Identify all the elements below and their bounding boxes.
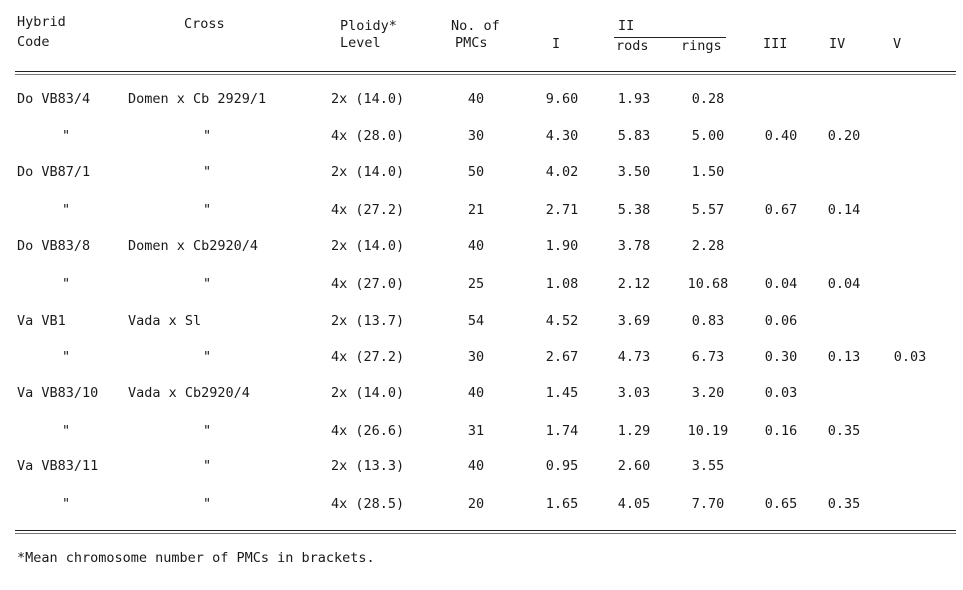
cell-code: " xyxy=(62,349,71,365)
cell-i: 9.60 xyxy=(545,91,579,107)
cell-rings: 2.28 xyxy=(691,238,725,254)
cell-cross: " xyxy=(203,496,212,512)
cell-iv: 0.20 xyxy=(827,128,861,144)
cell-rods: 1.93 xyxy=(617,91,651,107)
cell-cross: " xyxy=(203,164,212,180)
cell-rods: 5.83 xyxy=(617,128,651,144)
cell-iii: 0.65 xyxy=(764,496,798,512)
cell-ploidy: 2x (14.0) xyxy=(331,164,405,180)
cell-i: 1.74 xyxy=(545,423,579,439)
cell-ploidy: 4x (27.2) xyxy=(331,202,405,218)
header-col-i: I xyxy=(552,36,561,52)
header-col-ii-rods: rods xyxy=(616,38,649,54)
cell-pmcs: 21 xyxy=(467,202,485,218)
cell-iv: 0.35 xyxy=(827,423,861,439)
cell-rods: 4.73 xyxy=(617,349,651,365)
cell-iv: 0.04 xyxy=(827,276,861,292)
cell-rings: 10.19 xyxy=(687,423,729,439)
cell-i: 2.71 xyxy=(545,202,579,218)
cell-cross: Vada x Cb2920/4 xyxy=(128,385,250,401)
cell-iv: 0.14 xyxy=(827,202,861,218)
cell-pmcs: 40 xyxy=(467,238,485,254)
cell-rings: 6.73 xyxy=(691,349,725,365)
cell-ploidy: 4x (26.6) xyxy=(331,423,405,439)
cell-code: Do VB87/1 xyxy=(17,164,91,180)
header-col-ii-rings: rings xyxy=(681,38,722,54)
cell-iv: 0.35 xyxy=(827,496,861,512)
cell-code: Do VB83/8 xyxy=(17,238,91,254)
cell-ploidy: 2x (14.0) xyxy=(331,91,405,107)
header-col-v: V xyxy=(893,36,902,52)
header-col-iv: IV xyxy=(829,36,846,52)
cell-rings: 1.50 xyxy=(691,164,725,180)
header-hybrid-code-line2: Code xyxy=(17,34,50,50)
cell-i: 4.02 xyxy=(545,164,579,180)
cell-iii: 0.40 xyxy=(764,128,798,144)
cell-i: 0.95 xyxy=(545,458,579,474)
cell-ploidy: 2x (13.3) xyxy=(331,458,405,474)
cell-pmcs: 30 xyxy=(467,349,485,365)
cell-code: Va VB83/11 xyxy=(17,458,99,474)
cell-rings: 10.68 xyxy=(687,276,729,292)
cell-pmcs: 20 xyxy=(467,496,485,512)
cell-cross: " xyxy=(203,202,212,218)
cell-i: 4.52 xyxy=(545,313,579,329)
footnote: *Mean chromosome number of PMCs in brackets. xyxy=(17,550,375,566)
cell-rods: 3.03 xyxy=(617,385,651,401)
cell-ploidy: 4x (27.2) xyxy=(331,349,405,365)
cell-code: Do VB83/4 xyxy=(17,91,91,107)
cell-cross: " xyxy=(203,128,212,144)
cell-iii: 0.30 xyxy=(764,349,798,365)
header-rule-shadow xyxy=(15,74,956,75)
cell-ploidy: 2x (14.0) xyxy=(331,238,405,254)
cell-rods: 2.12 xyxy=(617,276,651,292)
cell-i: 1.65 xyxy=(545,496,579,512)
cell-i: 4.30 xyxy=(545,128,579,144)
cell-rods: 1.29 xyxy=(617,423,651,439)
cell-ploidy: 2x (13.7) xyxy=(331,313,405,329)
cell-code: Va VB83/10 xyxy=(17,385,99,401)
cell-iii: 0.03 xyxy=(764,385,798,401)
header-cross: Cross xyxy=(184,16,225,32)
cell-i: 1.45 xyxy=(545,385,579,401)
cell-rings: 0.28 xyxy=(691,91,725,107)
cell-cross: Vada x Sl xyxy=(128,313,202,329)
cell-cross: " xyxy=(203,423,212,439)
cell-pmcs: 31 xyxy=(467,423,485,439)
cell-iv: 0.13 xyxy=(827,349,861,365)
cell-rods: 4.05 xyxy=(617,496,651,512)
cell-rods: 3.69 xyxy=(617,313,651,329)
cell-code: " xyxy=(62,496,71,512)
cell-iii: 0.06 xyxy=(764,313,798,329)
cell-rods: 3.78 xyxy=(617,238,651,254)
cell-iii: 0.67 xyxy=(764,202,798,218)
header-ploidy-line2: Level xyxy=(340,35,381,51)
cell-rods: 3.50 xyxy=(617,164,651,180)
bottom-rule-shadow xyxy=(15,533,956,534)
cell-cross: Domen x Cb2920/4 xyxy=(128,238,259,254)
cell-rings: 5.00 xyxy=(691,128,725,144)
cell-pmcs: 54 xyxy=(467,313,485,329)
cell-code: " xyxy=(62,276,71,292)
cell-iii: 0.16 xyxy=(764,423,798,439)
cell-i: 1.08 xyxy=(545,276,579,292)
header-pmcs-line2: PMCs xyxy=(455,35,488,51)
cell-code: " xyxy=(62,128,71,144)
header-rule xyxy=(15,71,956,72)
cell-rings: 7.70 xyxy=(691,496,725,512)
cell-code: " xyxy=(62,423,71,439)
cell-rings: 0.83 xyxy=(691,313,725,329)
cell-cross: " xyxy=(203,458,212,474)
cell-code: Va VB1 xyxy=(17,313,66,329)
cell-i: 1.90 xyxy=(545,238,579,254)
cell-code: " xyxy=(62,202,71,218)
cell-pmcs: 40 xyxy=(467,385,485,401)
cell-rods: 2.60 xyxy=(617,458,651,474)
cell-rings: 3.20 xyxy=(691,385,725,401)
header-col-iii: III xyxy=(763,36,788,52)
bottom-rule xyxy=(15,530,956,531)
cell-ploidy: 2x (14.0) xyxy=(331,385,405,401)
cell-pmcs: 40 xyxy=(467,458,485,474)
cell-pmcs: 40 xyxy=(467,91,485,107)
cell-ploidy: 4x (27.0) xyxy=(331,276,405,292)
cell-cross: Domen x Cb 2929/1 xyxy=(128,91,267,107)
cell-v: 0.03 xyxy=(893,349,927,365)
header-pmcs-line1: No. of xyxy=(451,18,500,34)
cell-cross: " xyxy=(203,349,212,365)
cell-ploidy: 4x (28.0) xyxy=(331,128,405,144)
cell-pmcs: 25 xyxy=(467,276,485,292)
cell-rings: 3.55 xyxy=(691,458,725,474)
cell-pmcs: 30 xyxy=(467,128,485,144)
cell-ploidy: 4x (28.5) xyxy=(331,496,405,512)
cell-i: 2.67 xyxy=(545,349,579,365)
header-col-ii: II xyxy=(618,18,635,34)
cell-rods: 5.38 xyxy=(617,202,651,218)
cell-rings: 5.57 xyxy=(691,202,725,218)
cell-cross: " xyxy=(203,276,212,292)
header-hybrid-code-line1: Hybrid xyxy=(17,14,66,30)
cell-pmcs: 50 xyxy=(467,164,485,180)
header-ploidy-line1: Ploidy* xyxy=(340,18,397,34)
cell-iii: 0.04 xyxy=(764,276,798,292)
